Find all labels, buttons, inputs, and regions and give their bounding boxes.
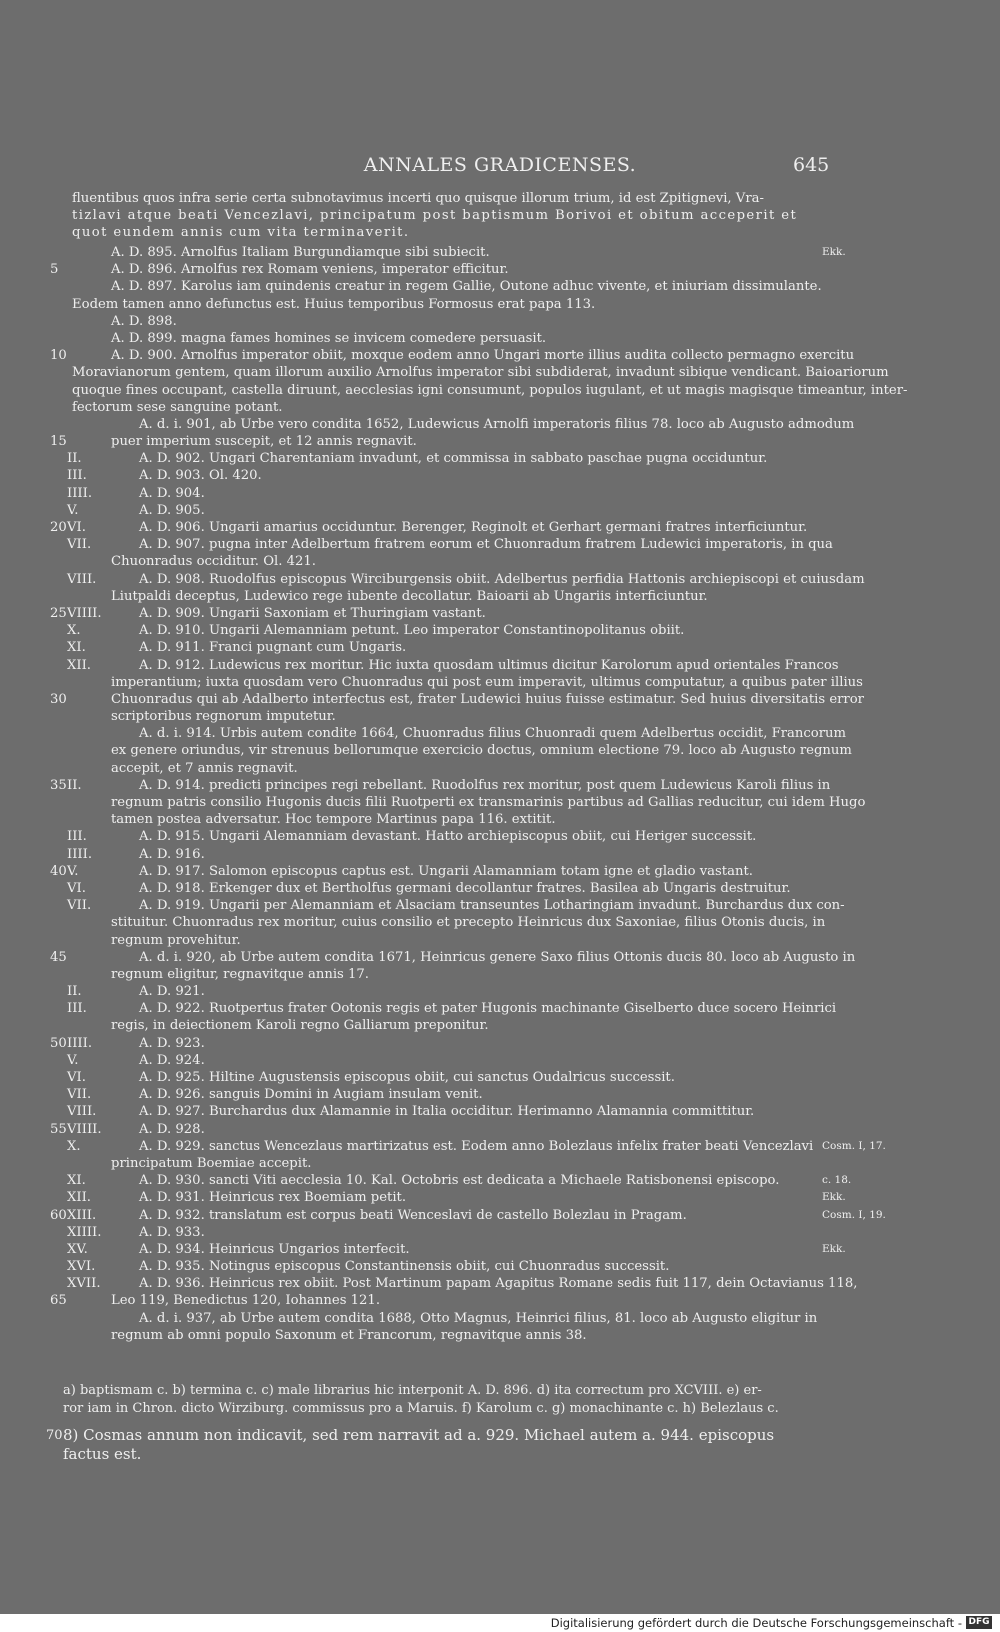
text-line (0, 1189, 1000, 1206)
line-number: 10 (50, 348, 67, 364)
line-number: 60 (50, 1207, 67, 1223)
text-line (0, 536, 1000, 553)
intro-line: tizlavi atque beati Vencezlavi, principatum post baptismum Borivoi et obitum acceperit et (72, 208, 798, 224)
entry-text: A. D. 934. Heinricus Ungarios interfecit. (139, 1241, 410, 1257)
entry-text: A. D. 929. sanctus Wencezlaus martirizatus est. Eodem anno Bolezlaus infelix frater beati Vencezlavi (139, 1138, 814, 1154)
line-number: 15 (50, 434, 67, 450)
intro-paragraph (72, 190, 820, 242)
entry-text: A. D. 924. (139, 1052, 205, 1068)
text-line (0, 846, 1000, 863)
text-line (0, 657, 1000, 674)
text-line (0, 347, 1000, 364)
entry-text: fectorum sese sanguine potant. (72, 399, 283, 415)
text-line (0, 433, 1000, 450)
margin-source: Ekk. (822, 1242, 846, 1255)
line-number: 50 (50, 1035, 67, 1051)
text-line (0, 605, 1000, 622)
text-line (0, 1086, 1000, 1103)
text-line (0, 1258, 1000, 1275)
entry-text: A. D. 905. (139, 502, 205, 518)
entry-text: stituitur. Chuonradus rex moritur, cuius consilio et precepto Heinricus dux Saxoniae, filius Otonis ducis, in (111, 915, 826, 931)
text-line (0, 485, 1000, 502)
regnal-year: II. (67, 777, 82, 793)
text-line (0, 897, 1000, 914)
text-line (0, 708, 1000, 725)
text-line (0, 244, 1000, 261)
entry-text: A. D. 921. (139, 984, 205, 1000)
entry-text: Liutpaldi deceptus, Ludewico rege iubente decollatur. Baioarii ab Ungariis interficiuntur. (111, 588, 708, 604)
entry-text: A. D. 928. (139, 1121, 205, 1137)
entry-text: A. d. i. 920, ab Urbe autem condita 1671, Heinricus genere Saxo filius Ottonis ducis 80. loco ab Augusto in (139, 949, 856, 965)
text-line (0, 777, 1000, 794)
entry-text: quoque fines occupant, castella diruunt, aecclesias igni consumunt, populos iugulant, et ut magis magisque timeantur, inter- (72, 382, 908, 398)
entry-text: scriptoribus regnorum imputetur. (111, 709, 336, 725)
text-line (0, 1224, 1000, 1241)
entry-text: accepit, et 7 annis regnavit. (111, 760, 298, 776)
funding-credit: Digitalisierung gefördert durch die Deutsche Forschungsgemeinschaft - (550, 1616, 962, 1630)
line-number: 70 (46, 1428, 63, 1443)
entry-text: regnum provehitur. (111, 932, 241, 948)
text-line (0, 364, 1000, 381)
text-line (0, 1069, 1000, 1086)
text-line (0, 811, 1000, 828)
text-line (0, 261, 1000, 278)
text-line (0, 863, 1000, 880)
regnal-year: VIIII. (67, 1121, 102, 1137)
commentary-line: 8) Cosmas annum non indicavit, sed rem narravit ad a. 929. Michael autem a. 944. episcopus (63, 1426, 775, 1444)
entry-text: A. D. 906. Ungarii amarius occiduntur. Berenger, Reginolt et Gerhart germani fratres interficiuntur. (139, 520, 808, 535)
regnal-year: IIII. (67, 846, 93, 862)
text-line (0, 1292, 1000, 1309)
regnal-year: XVII. (67, 1276, 101, 1292)
entry-text: regnum ab omni populo Saxonum et Francorum, regnavitque annis 38. (111, 1327, 587, 1343)
regnal-year: V. (67, 1052, 79, 1068)
entry-text: imperantium; iuxta quosdam vero Chuonradus qui post eum imperavit, ultimus computatur, a quibus pater illius (111, 674, 863, 690)
text-line (0, 1052, 1000, 1069)
entry-text: ex genere oriundus, vir strenuus bellorumque exercicio doctus, omnium electione 79. loco ab Augusto regnum (111, 743, 852, 759)
regnal-year: IIII. (67, 485, 93, 501)
regnal-year: X. (67, 1138, 81, 1154)
entry-text: regnum eligitur, regnavitque annis 17. (111, 966, 369, 982)
regnal-year: II. (67, 984, 82, 1000)
regnal-year: V. (67, 502, 79, 518)
intro-line: quot eundem annis cum vita terminaverit. (72, 225, 410, 241)
entry-text: Eodem tamen anno defunctus est. Huius temporibus Formosus erat papa 113. (72, 296, 596, 312)
text-line (0, 880, 1000, 897)
entry-text: A. D. 911. Franci pugnant cum Ungaris. (139, 640, 407, 656)
entry-text: A. d. i. 914. Urbis autem condite 1664, Chuonradus filius Chuonradi quem Adelbertus occidit, Francorum (139, 726, 847, 742)
text-line (0, 622, 1000, 639)
regnal-year: VI. (67, 520, 86, 535)
regnal-year: III. (67, 829, 87, 845)
regnal-year: XV. (67, 1241, 88, 1257)
entry-text: A. D. 925. Hiltine Augustensis episcopus obiit, cui sanctus Oudalricus successit. (139, 1070, 675, 1085)
text-line (0, 553, 1000, 570)
text-line (0, 1275, 1000, 1292)
line-number: 30 (50, 691, 67, 707)
entry-text: A. D. 914. predicti principes regi rebellant. Ruodolfus rex moritur, post quem Ludewicus Karoli filius in (139, 777, 831, 793)
text-line (0, 1310, 1000, 1327)
entry-text: A. D. 916. (139, 846, 205, 862)
entry-text: A. D. 908. Ruodolfus episcopus Wirciburgensis obiit. Adelbertus perfidia Hattonis archiepiscopi et cuiusdam (139, 571, 865, 587)
intro-line: fluentibus quos infra serie certa subnotavimus incerti quo quisque illorum trium, id est Zpitignevi, Vra- (72, 191, 764, 206)
text-line (0, 949, 1000, 966)
entry-text: A. D. 903. Ol. 420. (139, 468, 262, 484)
text-line (0, 742, 1000, 759)
commentary-note (46, 1426, 823, 1464)
commentary-line: factus est. (63, 1445, 142, 1463)
line-number: 40 (50, 863, 67, 879)
regnal-year: VI. (67, 1070, 86, 1085)
margin-source: Cosm. I, 17. (822, 1139, 886, 1152)
text-line (0, 467, 1000, 484)
text-line (0, 330, 1000, 347)
line-number: 5 (50, 262, 59, 278)
entry-text: A. d. i. 901, ab Urbe vero condita 1652, Ludewicus Arnolfi imperatoris filius 78. loco ab Augusto admodum (139, 416, 855, 432)
entry-text: A. D. 896. Arnolfus rex Romam veniens, imperator efficitur. (111, 262, 509, 278)
regnal-year: VIII. (67, 571, 97, 587)
regnal-year: VII. (67, 537, 92, 553)
text-line (0, 725, 1000, 742)
footnote-line: ror iam in Chron. dicto Wirziburg. commissus pro a Maruis. f) Karolum c. g) monachinante c. h) Belezlaus c. (63, 1401, 779, 1416)
text-line (0, 966, 1000, 983)
text-line (0, 794, 1000, 811)
entry-text: A. D. 899. magna fames homines se invicem comedere persuasit. (111, 330, 547, 346)
text-line (0, 502, 1000, 519)
regnal-year: V. (67, 863, 79, 879)
entry-text: A. D. 918. Erkenger dux et Bertholfus germani decollantur fratres. Basilea ab Ungaris destruitur. (139, 880, 791, 896)
text-line (0, 1241, 1000, 1258)
line-number: 45 (50, 949, 67, 965)
entry-text: A. D. 936. Heinricus rex obiit. Post Martinum papam Agapitus Romane sedis fuit 117, dein Octavianus 118, (139, 1276, 858, 1292)
regnal-year: III. (67, 1001, 87, 1017)
entry-text: A. D. 915. Ungarii Alemanniam devastant. Hatto archiepiscopus obiit, cui Heriger successit. (139, 829, 757, 845)
regnal-year: XIII. (67, 1207, 97, 1223)
text-line (0, 1207, 1000, 1224)
entry-text: A. D. 902. Ungari Charentaniam invadunt, et commissa in sabbato paschae pugna occiduntur. (139, 451, 768, 467)
regnal-year: X. (67, 623, 81, 639)
text-line (0, 1172, 1000, 1189)
text-line (0, 932, 1000, 949)
entry-text: A. D. 909. Ungarii Saxoniam et Thuringiam vastant. (139, 605, 486, 621)
text-line (0, 1121, 1000, 1138)
footnote-line: a) baptismam c. b) termina c. c) male librarius hic interponit A. D. 896. d) ita correctum pro XCVIII. e) er- (63, 1383, 762, 1398)
regnal-year: VIIII. (67, 605, 102, 621)
text-line (0, 1327, 1000, 1344)
entry-text: A. D. 912. Ludewicus rex moritur. Hic iuxta quosdam ultimus dicitur Karolorum apud orientales Francos (139, 657, 839, 673)
regnal-year: XI. (67, 1173, 86, 1189)
entry-text: A. D. 926. sanguis Domini in Augiam insulam venit. (139, 1087, 483, 1103)
margin-source: Cosm. I, 19. (822, 1208, 886, 1221)
entry-text: A. D. 930. sancti Viti aecclesia 10. Kal. Octobris est dedicata a Michaele Ratisbonensi episcopo. (139, 1173, 780, 1189)
text-line (0, 519, 1000, 536)
entry-text: A. D. 933. (139, 1224, 205, 1240)
regnal-year: XII. (67, 1190, 91, 1206)
entry-text: A. D. 897. Karolus iam quindenis creatur in regem Gallie, Outone adhuc vivente, et iniuriam dissimulante. (111, 279, 822, 295)
text-line (0, 278, 1000, 295)
margin-source: Ekk. (822, 246, 846, 258)
entry-text: Moravianorum gentem, quam illorum auxilio Arnolfus imperator sibi subdiderat, invadunt sibique vendicant. Baioariorum (72, 365, 889, 381)
text-line (0, 674, 1000, 691)
regnal-year: XII. (67, 657, 91, 673)
text-line (0, 1035, 1000, 1052)
entry-text: puer imperium suscepit, et 12 annis regnavit. (111, 434, 417, 450)
entry-text: A. D. 919. Ungarii per Alemanniam et Alsaciam transeuntes Lotharingiam invadunt. Burchardus dux con- (139, 898, 845, 914)
line-number: 65 (50, 1293, 67, 1309)
regnal-year: XVI. (67, 1259, 96, 1275)
regnal-year: VIII. (67, 1104, 97, 1120)
line-number: 55 (50, 1121, 67, 1137)
dfg-logo: DFG (966, 1616, 992, 1629)
regnal-year: XI. (67, 640, 86, 656)
entry-text: A. D. 910. Ungarii Alemanniam petunt. Leo imperator Constantinopolitanus obiit. (139, 623, 685, 639)
entry-text: A. D. 898. (111, 313, 177, 329)
line-number: 25 (50, 605, 67, 621)
regnal-year: XIIII. (67, 1224, 102, 1240)
text-line (0, 1017, 1000, 1034)
regnal-year: VI. (67, 880, 86, 896)
text-line (0, 983, 1000, 1000)
entry-text: principatum Boemiae accepit. (111, 1155, 312, 1171)
regnal-year: III. (67, 468, 87, 484)
entry-text: A. D. 923. (139, 1035, 205, 1051)
text-line (0, 382, 1000, 399)
line-number: 20 (50, 520, 67, 535)
regnal-year: VII. (67, 1087, 92, 1103)
entry-text: A. D. 922. Ruotpertus frater Ootonis regis et pater Hugonis machinante Giselberto duce socero Heinrici (139, 1001, 837, 1017)
entry-text: A. d. i. 937, ab Urbe autem condita 1688, Otto Magnus, Heinrici filius, 81. loco ab Augusto eligitur in (139, 1310, 818, 1326)
entry-text: Leo 119, Benedictus 120, Iohannes 121. (111, 1293, 381, 1309)
entry-text: A. D. 927. Burchardus dux Alamannie in Italia occiditur. Herimanno Alamannia committitur. (139, 1104, 755, 1120)
text-line (0, 399, 1000, 416)
margin-source: Ekk. (822, 1191, 846, 1204)
running-title: ANNALES GRADICENSES. (363, 154, 637, 176)
text-line (0, 639, 1000, 656)
text-line (0, 313, 1000, 330)
text-line (0, 1155, 1000, 1172)
entry-text: Chuonradus occiditur. Ol. 421. (111, 554, 316, 570)
entry-text: A. D. 935. Notingus episcopus Constantinensis obiit, cui Chuonradus successit. (139, 1259, 670, 1275)
entry-text: A. D. 931. Heinricus rex Boemiam petit. (139, 1190, 407, 1206)
entry-text: A. D. 895. Arnolfus Italiam Burgundiamque sibi subiecit. (111, 245, 490, 260)
text-line (0, 588, 1000, 605)
text-line (0, 296, 1000, 313)
text-line (0, 1103, 1000, 1120)
annals-body (0, 244, 1000, 1344)
entry-text: regnum patris consilio Hugonis ducis filii Ruotperti ex transmarinis partibus ad Gallias reducitur, cui idem Hugo (111, 795, 866, 810)
text-line (0, 760, 1000, 777)
entry-text: A. D. 907. pugna inter Adelbertum fratrem eorum et Chuonradum fratrem Ludewici imperatoris, in qua (139, 537, 833, 553)
margin-source: c. 18. (822, 1174, 852, 1187)
entry-text: Chuonradus qui ab Adalberto interfectus est, frater Ludewici huius fuisse estimatur. Sed huius diversitatis error (111, 691, 864, 707)
text-line (0, 450, 1000, 467)
entry-text: A. D. 904. (139, 485, 205, 501)
page-number: 645 (793, 154, 830, 176)
text-line (0, 914, 1000, 931)
text-line (0, 416, 1000, 433)
text-line (0, 691, 1000, 708)
text-line (0, 571, 1000, 588)
regnal-year: II. (67, 451, 82, 467)
text-line (0, 1000, 1000, 1017)
text-line (0, 828, 1000, 845)
text-line (0, 1138, 1000, 1155)
entry-text: regis, in deiectionem Karoli regno Galliarum preponitur. (111, 1018, 489, 1034)
regnal-year: IIII. (67, 1035, 93, 1051)
entry-text: A. D. 900. Arnolfus imperator obiit, moxque eodem anno Ungari morte illius audita collecto permagno exercitu (111, 348, 855, 364)
entry-text: A. D. 917. Salomon episcopus captus est. Ungarii Alamanniam totam igne et gladio vastant. (139, 863, 753, 879)
regnal-year: VII. (67, 898, 92, 914)
entry-text: tamen postea adversatur. Hoc tempore Martinus papa 116. extitit. (111, 812, 556, 828)
line-number: 35 (50, 777, 67, 793)
entry-text: A. D. 932. translatum est corpus beati Wenceslavi de castello Bolezlau in Pragam. (139, 1207, 687, 1223)
